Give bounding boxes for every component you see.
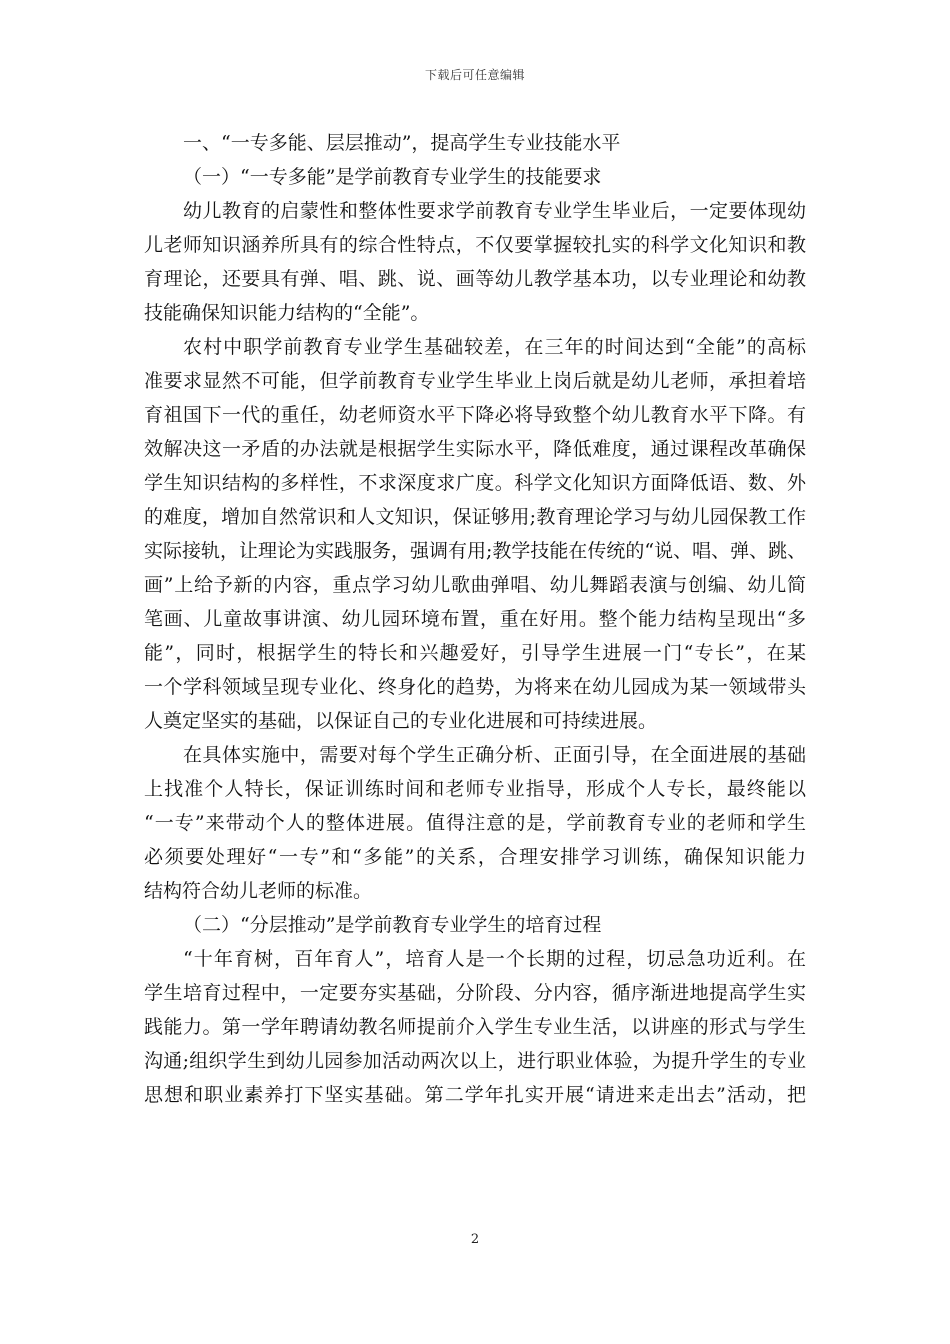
paragraph-line: 儿老师知识涵养所具有的综合性特点，不仅要掌握较扎实的科学文化知识和教	[144, 234, 806, 256]
paragraph-line: 人奠定坚实的基础，以保证自己的专业化进展和可持续进展。	[144, 710, 658, 732]
paragraph-line: 准要求显然不可能，但学前教育专业学生毕业上岗后就是幼儿老师，承担着培	[144, 370, 806, 392]
paragraph-line: 在具体实施中，需要对每个学生正确分析、正面引导，在全面进展的基础	[183, 744, 806, 766]
paragraph-line: “一专”来带动个人的整体进展。值得注意的是，学前教育专业的老师和学生	[144, 812, 806, 834]
paragraph-line: 能”，同时，根据学生的特长和兴趣爱好，引导学生进展一门“专长”，在某	[144, 642, 806, 664]
page-header: 下载后可任意编辑	[424, 68, 525, 82]
paragraph-line: “十年育树，百年育人”，培育人是一个长期的过程，切忌急功近利。在	[183, 948, 806, 970]
paragraph-line: 笔画、儿童故事讲演、幼儿园环境布置，重在好用。整个能力结构呈现出“多	[144, 608, 806, 630]
paragraph-line: 学生培育过程中，一定要夯实基础，分阶段、分内容，循序渐进地提高学生实	[144, 982, 806, 1004]
paragraph-line: 画”上给予新的内容，重点学习幼儿歌曲弹唱、幼儿舞蹈表演与创编、幼儿简	[144, 574, 806, 596]
paragraph-line: 一个学科领域呈现专业化、终身化的趋势，为将来在幼儿园成为某一领域带头	[144, 676, 806, 698]
paragraph-line: 技能确保知识能力结构的“全能”。	[144, 302, 430, 324]
paragraph-line: 幼儿教育的启蒙性和整体性要求学前教育专业学生毕业后，一定要体现幼	[183, 200, 806, 222]
paragraph-line: 践能力。第一学年聘请幼教名师提前介入学生专业生活，以讲座的形式与学生	[144, 1016, 806, 1038]
paragraph-line: 结构符合幼儿老师的标准。	[144, 880, 373, 902]
paragraph-line: 上找准个人特长，保证训练时间和老师专业指导，形成个人专长，最终能以	[144, 778, 806, 800]
paragraph-line: 必须要处理好“一专”和“多能”的关系，合理安排学习训练，确保知识能力	[144, 846, 806, 868]
paragraph-line: 沟通;组织学生到幼儿园参加活动两次以上，进行职业体验，为提升学生的专业	[144, 1050, 806, 1072]
subsection-heading: （一）“一专多能”是学前教育专业学生的技能要求	[183, 166, 602, 188]
paragraph-line: 学生知识结构的多样性，不求深度求广度。科学文化知识方面降低语、数、外	[144, 472, 806, 494]
paragraph-line: 效解决这一矛盾的办法就是根据学生实际水平，降低难度，通过课程改革确保	[144, 438, 806, 460]
paragraph-line: 实际接轨，让理论为实践服务，强调有用;教学技能在传统的“说、唱、弹、跳、	[144, 540, 806, 562]
paragraph-line: 农村中职学前教育专业学生基础较差，在三年的时间达到“全能”的高标	[183, 336, 806, 358]
section-heading: 一、“一专多能、层层推动”，提高学生专业技能水平	[183, 132, 621, 154]
paragraph-line: 思想和职业素养打下坚实基础。第二学年扎实开展“请进来走出去”活动，把	[144, 1084, 806, 1106]
paragraph-line: 的难度，增加自然常识和人文知识，保证够用;教育理论学习与幼儿园保教工作	[144, 506, 806, 528]
document-body	[144, 126, 806, 1112]
page-number: 2	[470, 1232, 480, 1247]
subsection-heading: （二）“分层推动”是学前教育专业学生的培育过程	[183, 914, 602, 936]
paragraph-line: 育理论，还要具有弹、唱、跳、说、画等幼儿教学基本功，以专业理论和幼教	[144, 268, 806, 290]
paragraph-line: 育祖国下一代的重任，幼老师资水平下降必将导致整个幼儿教育水平下降。有	[144, 404, 806, 426]
